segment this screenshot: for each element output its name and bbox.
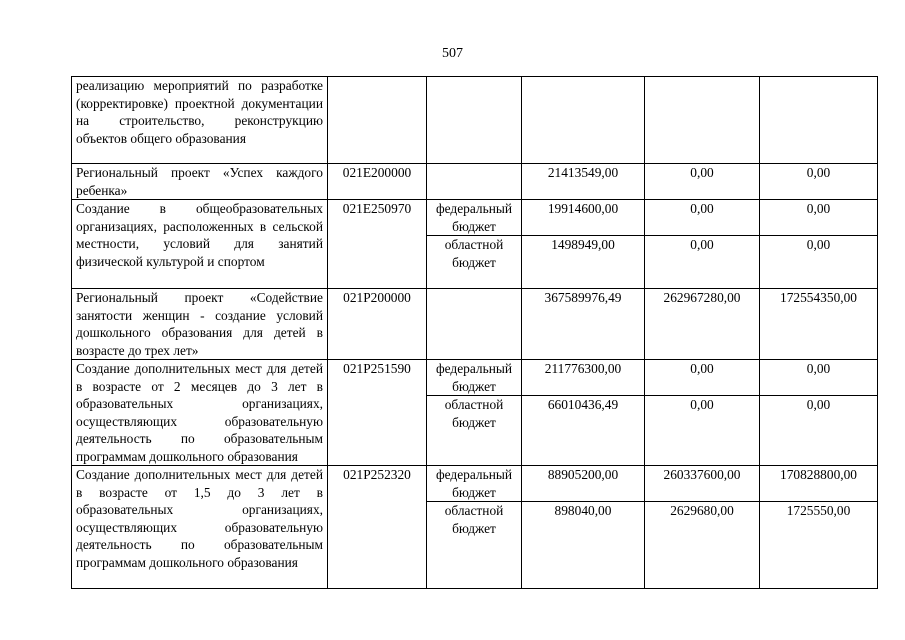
- amount-year-2: 0,00: [645, 200, 760, 236]
- funding-source: федеральный бюджет: [427, 200, 522, 236]
- funding-source: федеральный бюджет: [427, 466, 522, 502]
- item-name: Создание дополнительных мест для детей в возрасте от 1,5 до 3 лет в образовательных организациях, осуществляющих образовательную деятельность по образовательным программам дошкольного образования: [72, 466, 328, 589]
- table-row: [72, 200, 878, 236]
- amount-year-2: 0,00: [645, 396, 760, 466]
- target-code: 021P200000: [328, 289, 427, 360]
- target-code: 021E200000: [328, 164, 427, 200]
- funding-source: [427, 289, 522, 360]
- amount-year-3: 0,00: [760, 396, 878, 466]
- item-name: Создание в общеобразовательных организациях, расположенных в сельской местности, условий для занятий физической культурой и спортом: [72, 200, 328, 289]
- amount-year-1: 1498949,00: [522, 236, 645, 289]
- item-name: Региональный проект «Успех каждого ребенка»: [72, 164, 328, 200]
- amount-year-3: 170828800,00: [760, 466, 878, 502]
- amount-year-3: 0,00: [760, 200, 878, 236]
- amount-year-2: [645, 77, 760, 164]
- funding-source: областной бюджет: [427, 236, 522, 289]
- amount-year-2: 0,00: [645, 360, 760, 396]
- page-number: 507: [442, 46, 463, 61]
- amount-year-2: 262967280,00: [645, 289, 760, 360]
- amount-year-1: 19914600,00: [522, 200, 645, 236]
- item-name: Создание дополнительных мест для детей в возрасте от 2 месяцев до 3 лет в образовательных организациях, осуществляющих образовательную деятельность по образовательным программам дошкольного образования: [72, 360, 328, 466]
- amount-year-3: [760, 77, 878, 164]
- amount-year-1: 66010436,49: [522, 396, 645, 466]
- funding-source: [427, 77, 522, 164]
- amount-year-1: [522, 77, 645, 164]
- amount-year-3: 172554350,00: [760, 289, 878, 360]
- table-row: [72, 77, 878, 164]
- budget-table: [71, 76, 878, 589]
- target-code: 021P251590: [328, 360, 427, 466]
- amount-year-3: 1725550,00: [760, 502, 878, 589]
- funding-source: федеральный бюджет: [427, 360, 522, 396]
- table-row: [72, 164, 878, 200]
- amount-year-1: 898040,00: [522, 502, 645, 589]
- funding-source: областной бюджет: [427, 396, 522, 466]
- item-name: реализацию мероприятий по разработке (корректировке) проектной документации на строительство, реконструкцию объектов общего образования: [72, 77, 328, 164]
- funding-source: [427, 164, 522, 200]
- amount-year-2: 2629680,00: [645, 502, 760, 589]
- table-row: [72, 466, 878, 502]
- amount-year-2: 260337600,00: [645, 466, 760, 502]
- target-code: 021P252320: [328, 466, 427, 589]
- amount-year-1: 21413549,00: [522, 164, 645, 200]
- item-name: Региональный проект «Содействие занятости женщин - создание условий дошкольного образования для детей в возрасте до трех лет»: [72, 289, 328, 360]
- amount-year-3: 0,00: [760, 164, 878, 200]
- table-row: [72, 360, 878, 396]
- amount-year-1: 367589976,49: [522, 289, 645, 360]
- table-row: [72, 289, 878, 360]
- amount-year-2: 0,00: [645, 164, 760, 200]
- amount-year-1: 211776300,00: [522, 360, 645, 396]
- target-code: [328, 77, 427, 164]
- amount-year-3: 0,00: [760, 236, 878, 289]
- amount-year-3: 0,00: [760, 360, 878, 396]
- target-code: 021E250970: [328, 200, 427, 289]
- amount-year-2: 0,00: [645, 236, 760, 289]
- funding-source: областной бюджет: [427, 502, 522, 589]
- amount-year-1: 88905200,00: [522, 466, 645, 502]
